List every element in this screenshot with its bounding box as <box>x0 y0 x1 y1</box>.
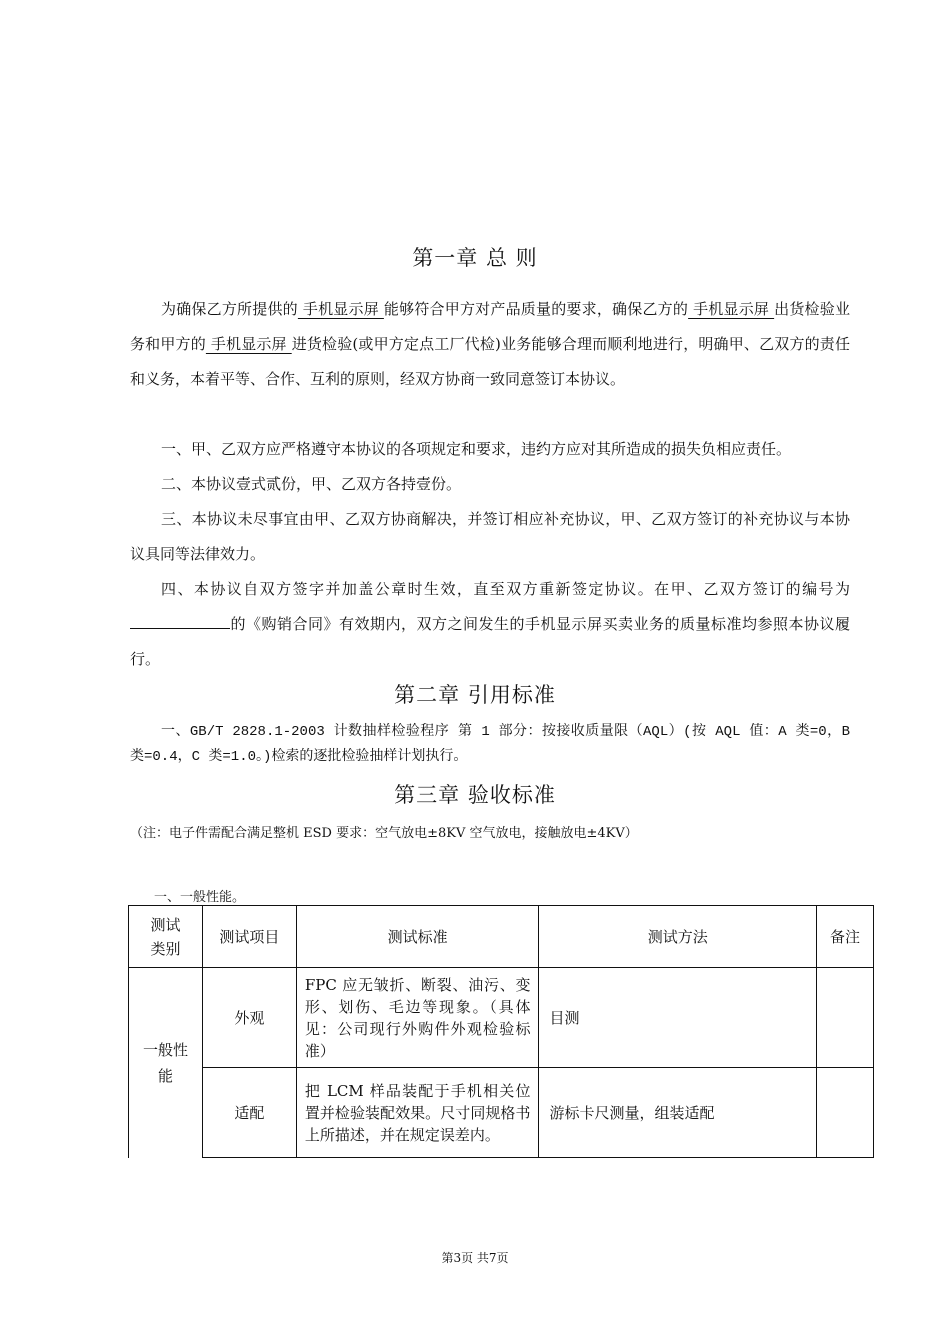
esd-note: （注：电子件需配合满足整机 ESD 要求：空气放电±8KV 空气放电，接触放电±4KV） <box>130 826 638 841</box>
chapter-1-item-1: 一、甲、乙双方应严格遵守本协议的各项规定和要求，违约方应对其所造成的损失负相应责任。 <box>161 440 792 458</box>
row-standard: FPC 应无皱折、断裂、油污、变形、划伤、毛边等现象。（具体见：公司现行外购件外观检验标准） <box>296 968 539 1068</box>
table-row <box>129 1068 874 1158</box>
chapter-1-intro <box>130 292 850 397</box>
row-method: 游标卡尺测量，组装适配 <box>539 1068 817 1158</box>
chapter-2-title: 第二章 引用标准 <box>394 683 556 707</box>
intro-product-2: 手机显示屏 <box>688 300 775 318</box>
intro-text-3: 出货检验业务和甲方的 <box>130 300 850 353</box>
chapter-3-title: 第三章 验收标准 <box>394 783 556 807</box>
header-remark: 备注 <box>817 906 874 968</box>
chapter-1-item-4 <box>130 572 850 677</box>
header-item: 测试项目 <box>202 906 296 968</box>
page-footer: 第3页 共7页 <box>441 1251 509 1265</box>
chapter-2-item-1: 一、GB/T 2828.1-2003 计数抽样检验程序 第 1 部分：按接收质量限（AQL）(按 AQL 值：A 类=0，B 类=0.4，C 类=1.0。)检索的逐批检验抽样计划执行。 <box>130 724 850 765</box>
table-header-row <box>129 906 874 968</box>
header-category: 测试类别 <box>129 906 203 968</box>
header-method: 测试方法 <box>539 906 817 968</box>
category-cell: 一般性能 <box>129 968 203 1158</box>
chapter-1-item-2: 二、本协议壹式贰份，甲、乙双方各持壹份。 <box>161 475 462 493</box>
spec-table <box>128 905 874 1158</box>
item-4-text-b: 的《购销合同》有效期内，双方之间发生的手机显示屏买卖业务的质量标准均参照本协议履行。 <box>130 615 850 668</box>
intro-product-1: 手机显示屏 <box>297 300 384 318</box>
row-standard: 把 LCM 样品装配于手机相关位置并检验装配效果。尺寸同规格书上所描述，并在规定误差内。 <box>296 1068 539 1158</box>
intro-text-4: 进货检验(或甲方定点工厂代检)业务能够合理而顺利地进行，明确甲、乙双方的责任和义务，本着平等、合作、互利的原则，经双方协商一致同意签订本协议。 <box>130 335 850 388</box>
row-remark <box>817 968 874 1068</box>
chapter-1-title: 第一章 总 则 <box>412 246 538 270</box>
row-method: 目测 <box>539 968 817 1068</box>
intro-text-2: 能够符合甲方对产品质量的要求，确保乙方的 <box>383 300 689 318</box>
item-4-text-a: 四、本协议自双方签字并加盖公章时生效，直至双方重新签定协议。在甲、乙双方签订的编号为 <box>161 580 850 598</box>
intro-product-3: 手机显示屏 <box>205 335 292 353</box>
table-row <box>129 968 874 1068</box>
contract-number-blank <box>130 627 230 629</box>
intro-text-1: 为确保乙方所提供的 <box>161 300 298 318</box>
section-1-heading: 一、一般性能。 <box>154 890 246 905</box>
header-standard: 测试标准 <box>296 906 539 968</box>
row-item: 适配 <box>202 1068 296 1158</box>
chapter-1-item-3: 三、本协议未尽事宜由甲、乙双方协商解决，并签订相应补充协议，甲、乙双方签订的补充协议与本协议具同等法律效力。 <box>130 510 850 563</box>
row-remark <box>817 1068 874 1158</box>
row-item: 外观 <box>202 968 296 1068</box>
